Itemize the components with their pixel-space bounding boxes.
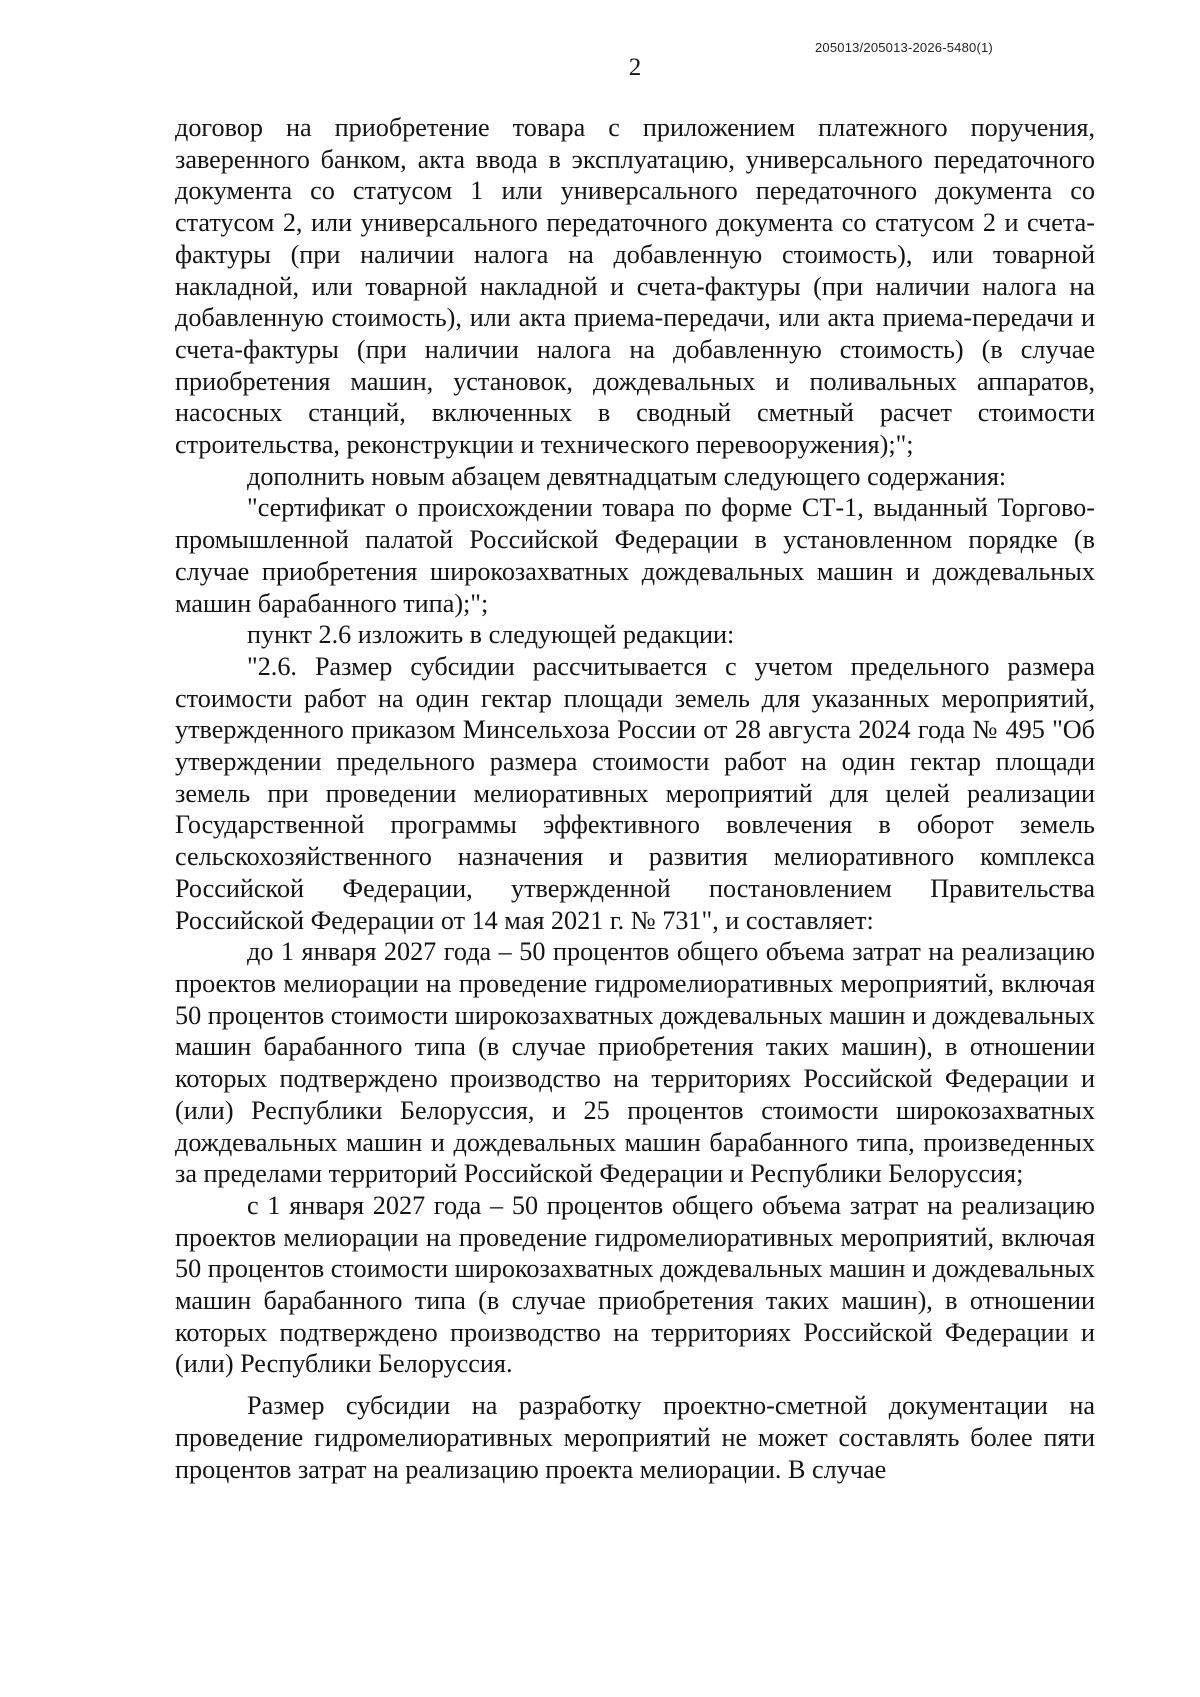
paragraph-item-2-6-intro: пункт 2.6 изложить в следующей редакции:: [247, 620, 735, 650]
page-number: 2: [628, 54, 642, 81]
paragraph-item-2-6: "2.6. Размер субсидии рассчитывается с учетом предельного размера стоимости работ на один гектар площади земель для указанных мероприятий, утвержденного приказом Минсельхоза России от 28 августа 2024 года № 495 "Об утверждении предельного размера стоимости работ на один гектар площади земель при проведении мелиоративных мероприятий для целей реализации Государственной программы эффективного вовлечения в оборот земель сельскохозяйственного назначения и развития мелиоративного комплекса Российской Федерации, утвержденной постановлением Правительства Российской Федерации от 14 мая 2021 г. № 731", и составляет:: [175, 651, 1095, 935]
paragraph-from-2027: с 1 января 2027 года – 50 процентов общего объема затрат на реализацию проектов мелиорации на проведение гидромелиоративных мероприятий, включая 50 процентов стоимости широкозахватных дождевальных машин и дождевальных машин барабанного типа (в случае приобретения таких машин), в отношении которых подтверждено производство на территориях Российской Федерации и (или) Республики Белоруссия.: [175, 1190, 1095, 1379]
paragraph-certificate: "сертификат о происхождении товара по форме СТ-1, выданный Торгово-промышленной палатой Российской Федерации в установленном порядке (в случае приобретения широкозахватных дождевальных машин и дождевальных машин барабанного типа);";: [175, 493, 1095, 618]
paragraph-contract-list: договор на приобретение товара с приложением платежного поручения, заверенного банком, акта ввода в эксплуатацию, универсального передаточного документа со статусом 1 или универсального передаточного документа со статусом 2, или универсального передаточного документа со статусом 2 и счета-фактуры (при наличии налога на добавленную стоимость), или товарной накладной, или товарной накладной и счета-фактуры (при наличии налога на добавленную стоимость), или акта приема-передачи, или акта приема-передачи и счета-фактуры (при наличии налога на добавленную стоимость) (в случае приобретения машин, установок, дождевальных и поливальных аппаратов, насосных станций, включенных в сводный сметный расчет стоимости строительства, реконструкции и технического перевооружения);";: [175, 113, 1095, 460]
paragraph-add-clause: дополнить новым абзацем девятнадцатым следующего содержания:: [247, 461, 1007, 491]
paragraph-design-subsidy: Размер субсидии на разработку проектно-сметной документации на проведение гидромелиоративных мероприятий не может составлять более пяти процентов затрат на реализацию проекта мелиорации. В случае: [175, 1391, 1095, 1484]
document-id: 205013/205013-2026-5480(1): [815, 40, 993, 55]
paragraph-before-2027: до 1 января 2027 года – 50 процентов общего объема затрат на реализацию проектов мелиорации на проведение гидромелиоративных мероприятий, включая 50 процентов стоимости широкозахватных дождевальных машин и дождевальных машин барабанного типа (в случае приобретения таких машин), в отношении которых подтверждено производство на территориях Российской Федерации и (или) Республики Белоруссия, и 25 процентов стоимости широкозахватных дождевальных машин и дождевальных машин барабанного типа, произведенных за пределами территорий Российской Федерации и Республики Белоруссия;: [175, 937, 1095, 1189]
document-body: [175, 112, 1095, 1485]
